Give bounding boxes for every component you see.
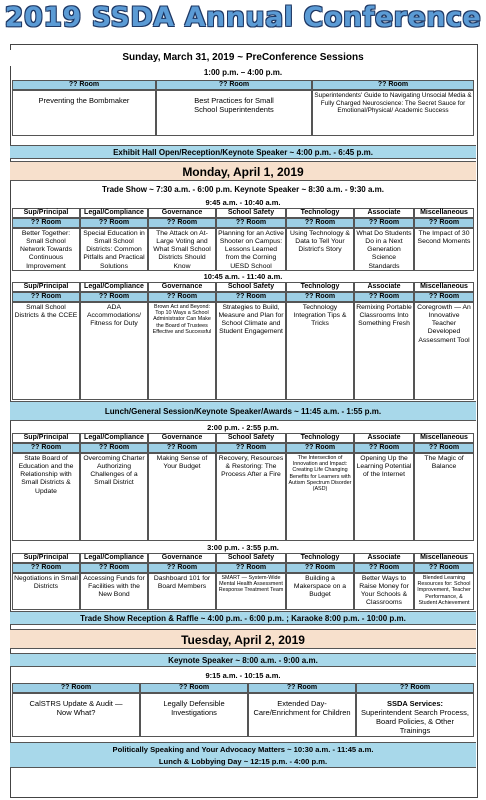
session-cell: Making Sense of Your Budget	[148, 453, 216, 541]
room-label: ?? Room	[354, 443, 414, 453]
session-cell: State Board of Education and the Relationship with Small Districts & Update	[12, 453, 80, 541]
tuesday-time: 9:15 a.m. - 10:15 a.m.	[205, 671, 281, 680]
sunday-room-3: ?? Room	[312, 80, 474, 90]
track-header: Technology	[286, 553, 354, 563]
session-cell: The Attack on At-Large Voting and What Small School Districts Should Know	[148, 228, 216, 271]
session-cell: Accessing Funds for Facilities with the New Bond	[80, 573, 148, 610]
track-header: School Safety	[216, 208, 286, 218]
room-label: ?? Room	[12, 218, 80, 228]
conference-title: 2019 SSDA Annual Conference	[4, 2, 482, 33]
session-cell: Technology Integration Tips & Tricks	[286, 302, 354, 400]
track-header: Governance	[148, 553, 216, 563]
track-header: Technology	[286, 433, 354, 443]
sunday-session-3: Superintendents' Guide to Navigating Unsocial Media & Fully Charged Neuroscience: The Secret Sauce for Emotional/Physical/ Academic Success	[312, 90, 474, 136]
room-label: ?? Room	[286, 443, 354, 453]
tuesday-closing-bar	[10, 742, 476, 768]
room-label: ?? Room	[286, 292, 354, 302]
session-cell: The Impact of 30 Second Moments	[414, 228, 474, 271]
tuesday-room-4: ?? Room	[356, 683, 474, 693]
session-cell: Planning for an Active Shooter on Campus: Lessons Learned from the Corning UESD School	[216, 228, 286, 271]
sunday-session-1: Preventing the Bombmaker	[12, 90, 156, 136]
room-label: ?? Room	[414, 292, 474, 302]
monday-tradeshow: Trade Show ~ 7:30 a.m. - 6:00 p.m. Keynote Speaker ~ 8:30 a.m. - 9:30 a.m.	[102, 185, 384, 194]
session-cell: Building a Makerspace on a Budget	[286, 573, 354, 610]
track-header: Governance	[148, 282, 216, 292]
sunday-heading: Sunday, March 31, 2019 ~ PreConference Sessions	[10, 50, 476, 66]
session-cell: Better Together: Small School Network Towards Continuous Improvement	[12, 228, 80, 271]
track-header: Miscellaneous	[414, 208, 474, 218]
session-cell: Opening Up the Learning Potential of the Internet	[354, 453, 414, 541]
track-header: Associate	[354, 553, 414, 563]
room-label: ?? Room	[80, 218, 148, 228]
room-label: ?? Room	[216, 563, 286, 573]
room-label: ?? Room	[12, 292, 80, 302]
room-label: ?? Room	[354, 563, 414, 573]
room-label: ?? Room	[354, 292, 414, 302]
session-cell: Strategies to Build, Measure and Plan for School Climate and Student Engagement	[216, 302, 286, 400]
track-header: Associate	[354, 208, 414, 218]
monday-block3-time: 2:00 p.m. - 2:55 p.m.	[207, 423, 279, 432]
room-label: ?? Room	[414, 218, 474, 228]
room-label: ?? Room	[148, 563, 216, 573]
track-header: Sup/Principal	[12, 433, 80, 443]
track-header: Sup/Principal	[12, 282, 80, 292]
track-header: School Safety	[216, 553, 286, 563]
session-cell: What Do Students Do in a Next Generation Science Standards	[354, 228, 414, 271]
track-header: Miscellaneous	[414, 433, 474, 443]
room-label: ?? Room	[148, 292, 216, 302]
tuesday-session-4	[356, 693, 474, 737]
tuesday-room-1: ?? Room	[12, 683, 140, 693]
tuesday-session-1: CalSTRS Update & Audit — Now What?	[12, 693, 140, 737]
tuesday-room-2: ?? Room	[140, 683, 248, 693]
room-label: ?? Room	[286, 563, 354, 573]
session-cell: Special Education in Small School Districts: Common Pitfalls and Practical Solutions	[80, 228, 148, 271]
tuesday-session-3: Extended Day-Care/Enrichment for Children	[248, 693, 356, 737]
monday-lunch-bar: Lunch/General Session/Keynote Speaker/Awards ~ 11:45 a.m. - 1:55 p.m.	[10, 401, 476, 421]
session-cell: Brown Act and Beyond: Top 10 Ways a School Administrator Can Make the Board of Trustees Effective and Successful	[148, 302, 216, 400]
room-label: ?? Room	[80, 563, 148, 573]
room-label: ?? Room	[216, 218, 286, 228]
track-header: School Safety	[216, 282, 286, 292]
monday-block4-time: 3:00 p.m. - 3:55 p.m.	[207, 543, 279, 552]
session-cell: Dashboard 101 for Board Members	[148, 573, 216, 610]
room-label: ?? Room	[216, 443, 286, 453]
session-cell: Blended Learning Resources for: School Improvement, Teacher Performance, & Student Achievement	[414, 573, 474, 610]
session-cell: Recovery, Resources & Restoring: The Process After a Fire	[216, 453, 286, 541]
session-cell: ADA Accommodations/ Fitness for Duty	[80, 302, 148, 400]
session-cell: Better Ways to Raise Money for Your Schools & Classrooms	[354, 573, 414, 610]
track-header: Legal/Compliance	[80, 282, 148, 292]
session-cell: Small School Districts & the CCEE	[12, 302, 80, 400]
room-label: ?? Room	[80, 443, 148, 453]
lunch-lobbying: Lunch & Lobbying Day ~ 12:15 p.m. - 4:00 p.m.	[158, 757, 328, 766]
track-header: Legal/Compliance	[80, 553, 148, 563]
monday-block1-time: 9:45 a.m. - 10:40 a.m.	[205, 198, 281, 207]
room-label: ?? Room	[354, 218, 414, 228]
track-header: School Safety	[216, 433, 286, 443]
sunday-session-2: Best Practices for Small School Superintendents	[156, 90, 312, 136]
session-cell: SMART — System-Wide Mental Health Assessment Response Treatment Team	[216, 573, 286, 610]
track-header: Technology	[286, 282, 354, 292]
room-label: ?? Room	[148, 218, 216, 228]
track-header: Governance	[148, 433, 216, 443]
session-cell: Coregrowth — An Innovative Teacher Developed Assessment Tool	[414, 302, 474, 400]
room-label: ?? Room	[80, 292, 148, 302]
tuesday-keynote-bar: Keynote Speaker ~ 8:00 a.m. - 9:00 a.m.	[10, 653, 476, 667]
track-header: Associate	[354, 282, 414, 292]
politics-session: Politically Speaking and Your Advocacy Matters ~ 10:30 a.m. - 11:45 a.m.	[112, 745, 374, 754]
track-header: Sup/Principal	[12, 553, 80, 563]
track-header: Miscellaneous	[414, 282, 474, 292]
room-label: ?? Room	[414, 563, 474, 573]
session-cell: Overcoming Charter Authorizing Challenges of a Small District	[80, 453, 148, 541]
ssda-services-text: Superintendent Search Process, Board Policies, & Other Trainings	[361, 708, 469, 735]
session-cell: Using Technology & Data to Tell Your District's Story	[286, 228, 354, 271]
tuesday-session-2: Legally Defensible Investigations	[140, 693, 248, 737]
session-cell: The Intersection of Innovation and Impact: Creating Life Changing Benefits for Learners with Autism Spectrum Disorder (ASD)	[286, 453, 354, 541]
exhibit-hall-bar: Exhibit Hall Open/Reception/Keynote Speaker ~ 4:00 p.m. - 6:45 p.m.	[10, 145, 476, 159]
sunday-room-1: ?? Room	[12, 80, 156, 90]
tuesday-heading: Tuesday, April 2, 2019	[10, 629, 476, 649]
track-header: Legal/Compliance	[80, 433, 148, 443]
sunday-room-2: ?? Room	[156, 80, 312, 90]
track-header: Technology	[286, 208, 354, 218]
room-label: ?? Room	[216, 292, 286, 302]
session-cell: The Magic of Balance	[414, 453, 474, 541]
track-header: Miscellaneous	[414, 553, 474, 563]
tuesday-room-3: ?? Room	[248, 683, 356, 693]
track-header: Associate	[354, 433, 414, 443]
monday-reception-bar: Trade Show Reception & Raffle ~ 4:00 p.m. - 6:00 p.m. ; Karaoke 8:00 p.m. - 10:00 p.m.	[10, 611, 476, 625]
track-header: Legal/Compliance	[80, 208, 148, 218]
track-header: Sup/Principal	[12, 208, 80, 218]
session-cell: Negotiations in Small Districts	[12, 573, 80, 610]
track-header: Governance	[148, 208, 216, 218]
monday-heading: Monday, April 1, 2019	[10, 161, 476, 181]
room-label: ?? Room	[286, 218, 354, 228]
ssda-services-label: SSDA Services:	[386, 699, 443, 708]
room-label: ?? Room	[414, 443, 474, 453]
room-label: ?? Room	[12, 563, 80, 573]
sunday-time: 1:00 p.m. – 4:00 p.m.	[203, 68, 283, 77]
session-cell: Remixing Portable Classrooms Into Something Fresh	[354, 302, 414, 400]
room-label: ?? Room	[12, 443, 80, 453]
room-label: ?? Room	[148, 443, 216, 453]
monday-block2-time: 10:45 a.m. - 11:40 a.m.	[203, 272, 283, 281]
